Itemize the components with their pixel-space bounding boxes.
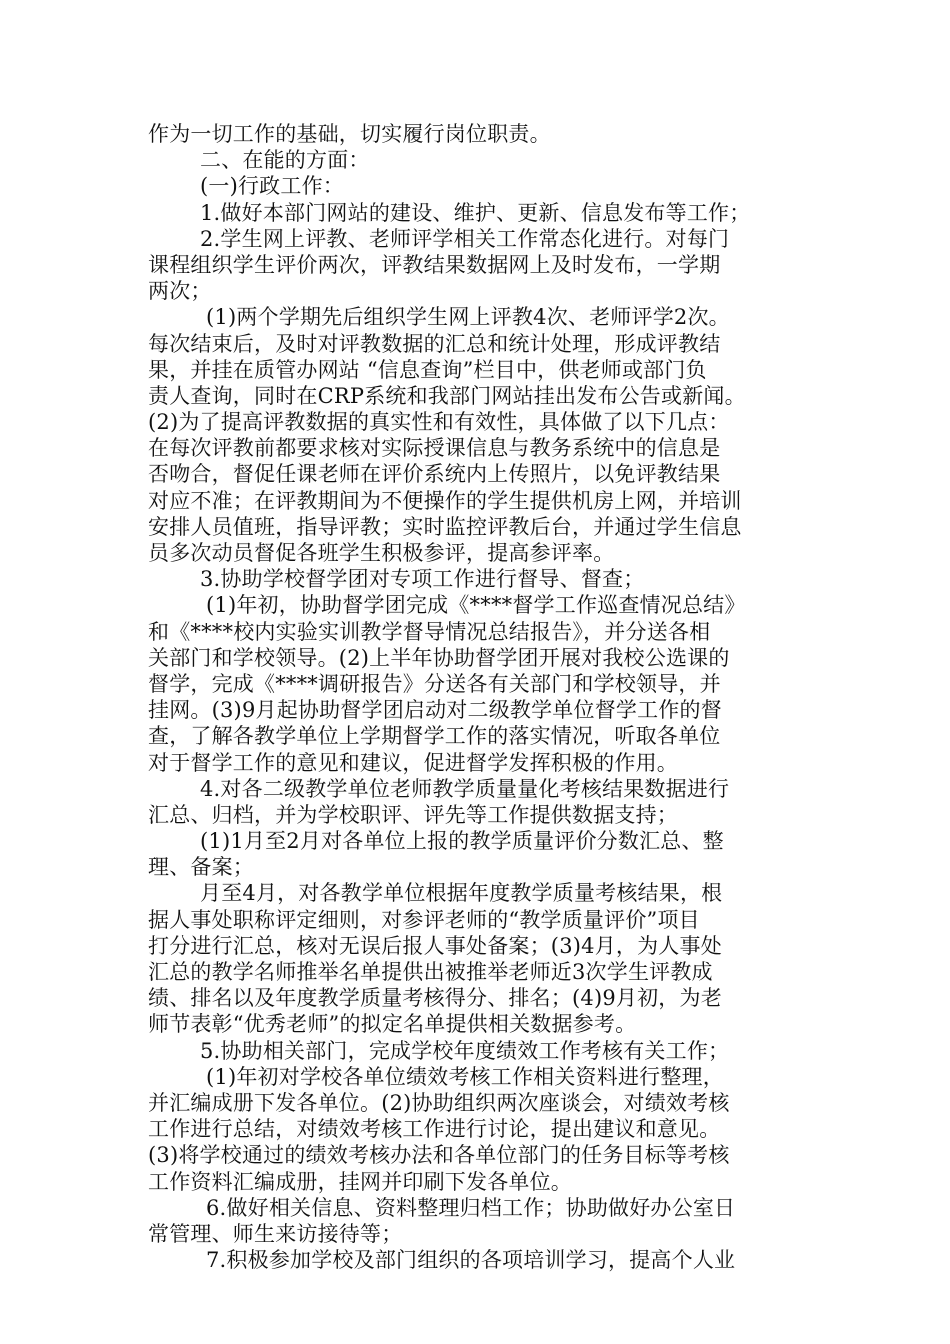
text-line: 7.积极参加学校及部门组织的各项培训学习，提高个人业 (206, 1248, 736, 1273)
text-line: (1)年初，协助督学团完成《****督学工作巡查情况总结》 (206, 593, 746, 618)
text-line: 在每次评教前都要求核对实际授课信息与教务系统中的信息是 (148, 436, 721, 461)
text-line: 4.对各二级教学单位老师教学质量量化考核结果数据进行 (200, 776, 730, 801)
text-line: 对应不准；在评教期间为不便操作的学生提供机房上网，并培训 (148, 488, 742, 513)
text-line: 员多次动员督促各班学生积极参评，提高参评率。 (148, 541, 615, 565)
text-line: 安排人员值班，指导评教；实时监控评教后台，并通过学生信息 (148, 514, 742, 539)
text-line: 并汇编成册下发各单位。(2)协助组织两次座谈会，对绩效考核 (148, 1090, 730, 1115)
text-line: 和《****校内实验实训教学督导情况总结报告》，并分送各相 (148, 619, 711, 644)
text-line: 每次结束后，及时对评教数据的汇总和统计处理，形成评教结 (148, 331, 721, 356)
text-line: 课程组织学生评价两次，评教结果数据网上及时发布，一学期 (148, 252, 721, 277)
text-line: 工作资料汇编成册，挂网并印刷下发各单位。 (148, 1169, 572, 1194)
document-body (148, 121, 808, 1273)
text-line: (2)为了提高评教数据的真实性和有效性，具体做了以下几点： (148, 410, 730, 435)
text-line: 挂网。(3)9月起协助督学团启动对二级教学单位督学工作的督 (148, 698, 722, 723)
text-line: 关部门和学校领导。(2)上半年协助督学团开展对我校公选课的 (148, 645, 730, 670)
text-line: 月至4月，对各教学单位根据年度教学质量考核结果，根 (200, 881, 723, 906)
text-line: 否吻合，督促任课老师在评价系统内上传照片，以免评教结果 (148, 462, 721, 487)
subsection-heading: (一)行政工作： (200, 174, 344, 199)
text-line: 查，了解各教学单位上学期督学工作的落实情况，听取各单位 (148, 724, 721, 749)
text-line: 常管理、师生来访接待等； (148, 1221, 403, 1246)
text-line: 1.做好本部门网站的建设、维护、更新、信息发布等工作； (200, 200, 751, 225)
text-line: (3)将学校通过的绩效考核办法和各单位部门的任务目标等考核 (148, 1143, 730, 1168)
text-line: 打分进行汇总，核对无误后报人事处备案；(3)4月，为人事处 (148, 933, 722, 958)
text-line: 作为一切工作的基础，切实履行岗位职责。 (148, 122, 551, 146)
text-line: 据人事处职称评定细则，对参评老师的“教学质量评价”项目 (148, 907, 700, 932)
text-line: 理、备案； (148, 855, 254, 880)
text-line: 对于督学工作的意见和建议，促进督学发挥积极的作用。 (148, 750, 678, 775)
text-line: (1)年初对学校各单位绩效考核工作相关资料进行整理， (206, 1064, 724, 1089)
text-line: 果，并挂在质管办网站 “信息查询”栏目中，供老师或部门负 (148, 357, 707, 382)
text-line: (1)两个学期先后组织学生网上评教4次、老师评学2次。 (206, 305, 730, 330)
section-heading: 二、在能的方面： (200, 148, 370, 173)
text-line: 2.学生网上评教、老师评学相关工作常态化进行。对每门 (200, 226, 730, 251)
text-line: 绩、排名以及年度教学质量考核得分、排名；(4)9月初，为老 (148, 986, 722, 1011)
text-line: (1)1月至2月对各单位上报的教学质量评价分数汇总、整 (200, 829, 724, 854)
text-line: 督学，完成《****调研报告》分送各有关部门和学校领导，并 (148, 671, 721, 696)
text-line: 汇总的教学名师推举名单提供出被推举老师近3次学生评教成 (148, 960, 713, 984)
text-line: 6.做好相关信息、资料整理归档工作；协助做好办公室日 (206, 1195, 736, 1220)
text-line: 工作进行总结，对绩效考核工作进行讨论，提出建议和意见。 (148, 1117, 721, 1142)
text-line: 责人查询，同时在CRP系统和我部门网站挂出发布公告或新闻。 (148, 383, 746, 408)
text-line: 两次； (148, 279, 212, 304)
text-line: 3.协助学校督学团对专项工作进行督导、督查； (200, 567, 645, 592)
text-line: 汇总、归档，并为学校职评、评先等工作提供数据支持； (148, 802, 678, 827)
text-line: 师节表彰“优秀老师”的拟定名单提供相关数据参考。 (148, 1012, 637, 1037)
text-line: 5.协助相关部门，完成学校年度绩效工作考核有关工作； (200, 1038, 730, 1063)
